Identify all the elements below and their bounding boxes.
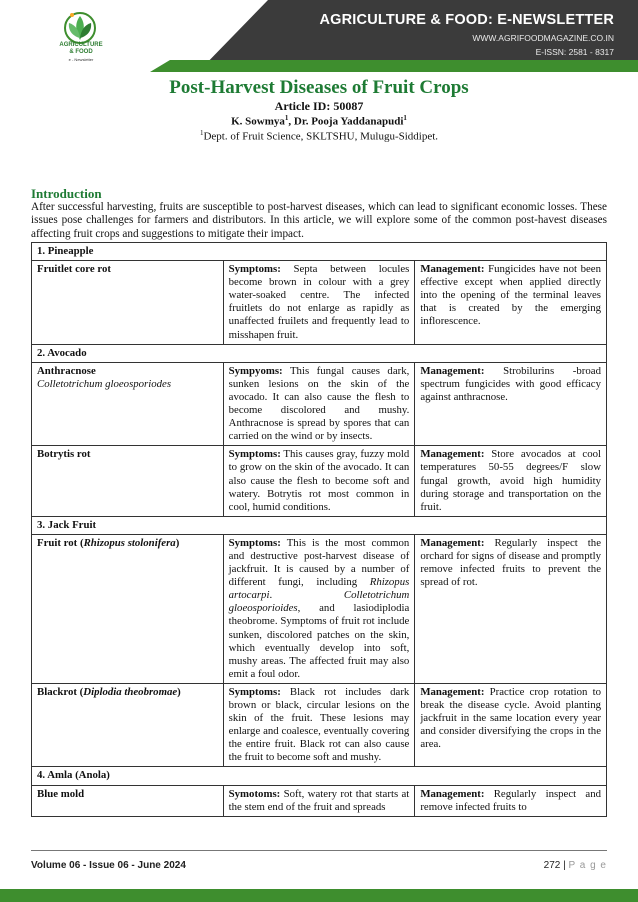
footer-issue: Volume 06 - Issue 06 - June 2024 [31,860,186,871]
pathogen-name: Rhizopus artocarpi [228,576,410,602]
table-row [32,362,607,446]
symptoms-cell [223,534,415,683]
management-text: Regularly inspect the orchard for signs of disease and promptly remove infected fruits to prevent the spread of rot. [420,536,601,589]
management-label: Management: [420,787,485,800]
management-cell [415,446,607,516]
footer-page [544,860,607,871]
management-text: Fungicides have not been effective except when applied directly into the opening of the terminal leaves that is created by the emerging inflorescence. [420,263,601,328]
article-affiliation [0,129,638,143]
symptoms-cell [223,261,415,345]
introduction-paragraph: After successful harvesting, fruits are susceptible to post-harvest diseases, which can lead to significant economic losses. These issues pose challenges for farmers and distributors. In this article, we will explore some of the common post-havest diseases affecting fruit crops and suggestions to mitigate their impact. [31,201,607,240]
disease-name-cell [32,534,224,683]
management-text: Regularly inspect and remove infected fruits to [420,787,601,813]
header-banner [0,0,638,78]
symptoms-label: Symptoms: [228,448,281,461]
section-row [32,243,607,261]
symptoms-cell [223,785,415,816]
pathogen-name: Colletotrichum gloeosporioides [228,589,410,615]
page-number: 272 [543,860,561,871]
management-cell [415,534,607,683]
management-label: Management: [420,448,485,461]
symptoms-text: . [269,589,344,602]
introduction-heading: Introduction [31,186,102,201]
disease-name-close: ) [177,685,181,698]
symptoms-cell [223,362,415,446]
footer-green-bar [0,889,638,902]
disease-table [31,242,607,817]
footer-divider [31,850,607,851]
symptoms-label: Sympyoms: [228,364,283,377]
symptoms-text: This is the most common and destructive post-harvest disease of jackfruit. It is caused by a number of different fungi, including [228,536,410,589]
management-label: Management: [420,685,485,698]
section-heading: 1. Pineapple [32,243,607,261]
disease-name-cell [32,362,224,446]
article-authors [0,114,638,128]
affiliation-text: Dept. of Fruit Science, SKLTSHU, Mulugu-Siddipet. [203,130,439,143]
table-row [32,261,607,345]
symptoms-cell [223,683,415,767]
table-row [32,534,607,683]
symptoms-text: Septa between locules become brown in colour with a grey water-soaked centre. The infected fruitlets do not enlarge as rapidly as unaffected fruilets and frequently lead to misshapen fruit. [228,263,410,341]
pathogen-name: Rhizopus stolonifera [83,536,176,549]
symptoms-label: Symptoms: [228,536,281,549]
management-label: Management: [420,364,485,377]
author-2-affiliation-mark: 1 [403,114,407,122]
table-row [32,446,607,516]
section-row [32,767,607,785]
management-cell [415,683,607,767]
symptoms-text: , and lasiodiplodia theobrome. Symptoms of fruit rot include sunken, discolored patches on the skin, which eventually develop into soft, mushy areas. The affected fruit may also emit a foul odor. [228,602,410,680]
table-row [32,785,607,816]
disease-name: Blue mold [32,785,224,816]
management-label: Management: [420,536,485,549]
symptoms-text: Black rot includes dark brown or black, circular lesions on the skin of the fruit. These lesions may enlarge and coalesce, eventually covering the entire fruit. Black rot can also cause the fruit to become soft and mushy. [228,685,410,764]
disease-name: Fruitlet core rot [32,261,224,345]
symptoms-label: Symptoms: [228,685,281,698]
management-cell [415,261,607,345]
header-green-stripe [150,60,638,72]
author-2: , Dr. Pooja Yaddanapudi [288,115,404,128]
scientific-name: Colletotrichum gloeosporiodes [37,377,172,390]
symptoms-text: Soft, watery rot that starts at the stem end of the fruit and spreads [228,787,410,813]
symptoms-text: This fungal causes dark, sunken lesions on the skin of the avocado. It can also cause the flesh to become discolored and mushy. Anthracnose is spread by spores that can carried on the wind or by insects. [228,364,410,443]
logo-wordmark [46,42,116,56]
newsletter-website-link[interactable]: WWW.AGRIFOODMAGAZINE.CO.IN [472,33,614,43]
management-text: Store avocados at cool temperatures 50-55 degrees/F slow fungal growth, avoid high humidity during storage and transportation on the fruit. [420,448,601,513]
management-text: Practice crop rotation to break the disease cycle. Avoid planting jackfruit in the same location every year and consider diversifying the crops in the area. [420,685,601,751]
disease-name-cell [32,683,224,767]
symptoms-cell [223,446,415,516]
symptoms-text: This causes gray, fuzzy mold to grow on the skin of the avocado. It can also cause the flesh to become soft and watery. Botrytis rot most common in cool, humid conditions. [228,448,410,513]
symptoms-label: Symotoms: [228,787,281,800]
disease-name: Botrytis rot [32,446,224,516]
section-heading: 3. Jack Fruit [32,516,607,534]
author-1: K. Sowmya [231,115,285,128]
logo-line2: & FOOD [69,49,93,55]
page-separator: | [560,860,569,871]
disease-name: Fruit rot ( [37,536,84,549]
pathogen-name: Diplodia theobromae [83,685,178,698]
article-id: Article ID: 50087 [274,99,364,113]
article-title: Post-Harvest Diseases of Fruit Crops [169,77,469,98]
section-heading: 4. Amla (Anola) [32,767,607,785]
section-row [32,516,607,534]
newsletter-title: AGRICULTURE & FOOD: E-NEWSLETTER [319,12,614,28]
table-row [32,683,607,767]
disease-name-close: ) [175,536,180,549]
management-text: Strobilurins -broad spectrum fungicides with good efficacy against anthracnose. [420,364,601,403]
management-cell [415,785,607,816]
section-row [32,344,607,362]
management-label: Management: [420,263,485,276]
logo-subtitle: e - Newsletter [68,57,94,62]
affiliation-mark: 1 [199,129,204,137]
disease-name: Anthracnose [37,364,96,377]
logo-line1: AGRICULTURE [59,42,103,48]
section-heading: 2. Avocado [32,344,607,362]
page-word: P a g e [568,860,607,871]
disease-name: Blackrot ( [37,685,84,698]
newsletter-issn: E-ISSN: 2581 - 8317 [535,47,614,57]
symptoms-label: Symptoms: [228,263,281,276]
management-cell [415,362,607,446]
author-1-affiliation-mark: 1 [284,114,289,122]
